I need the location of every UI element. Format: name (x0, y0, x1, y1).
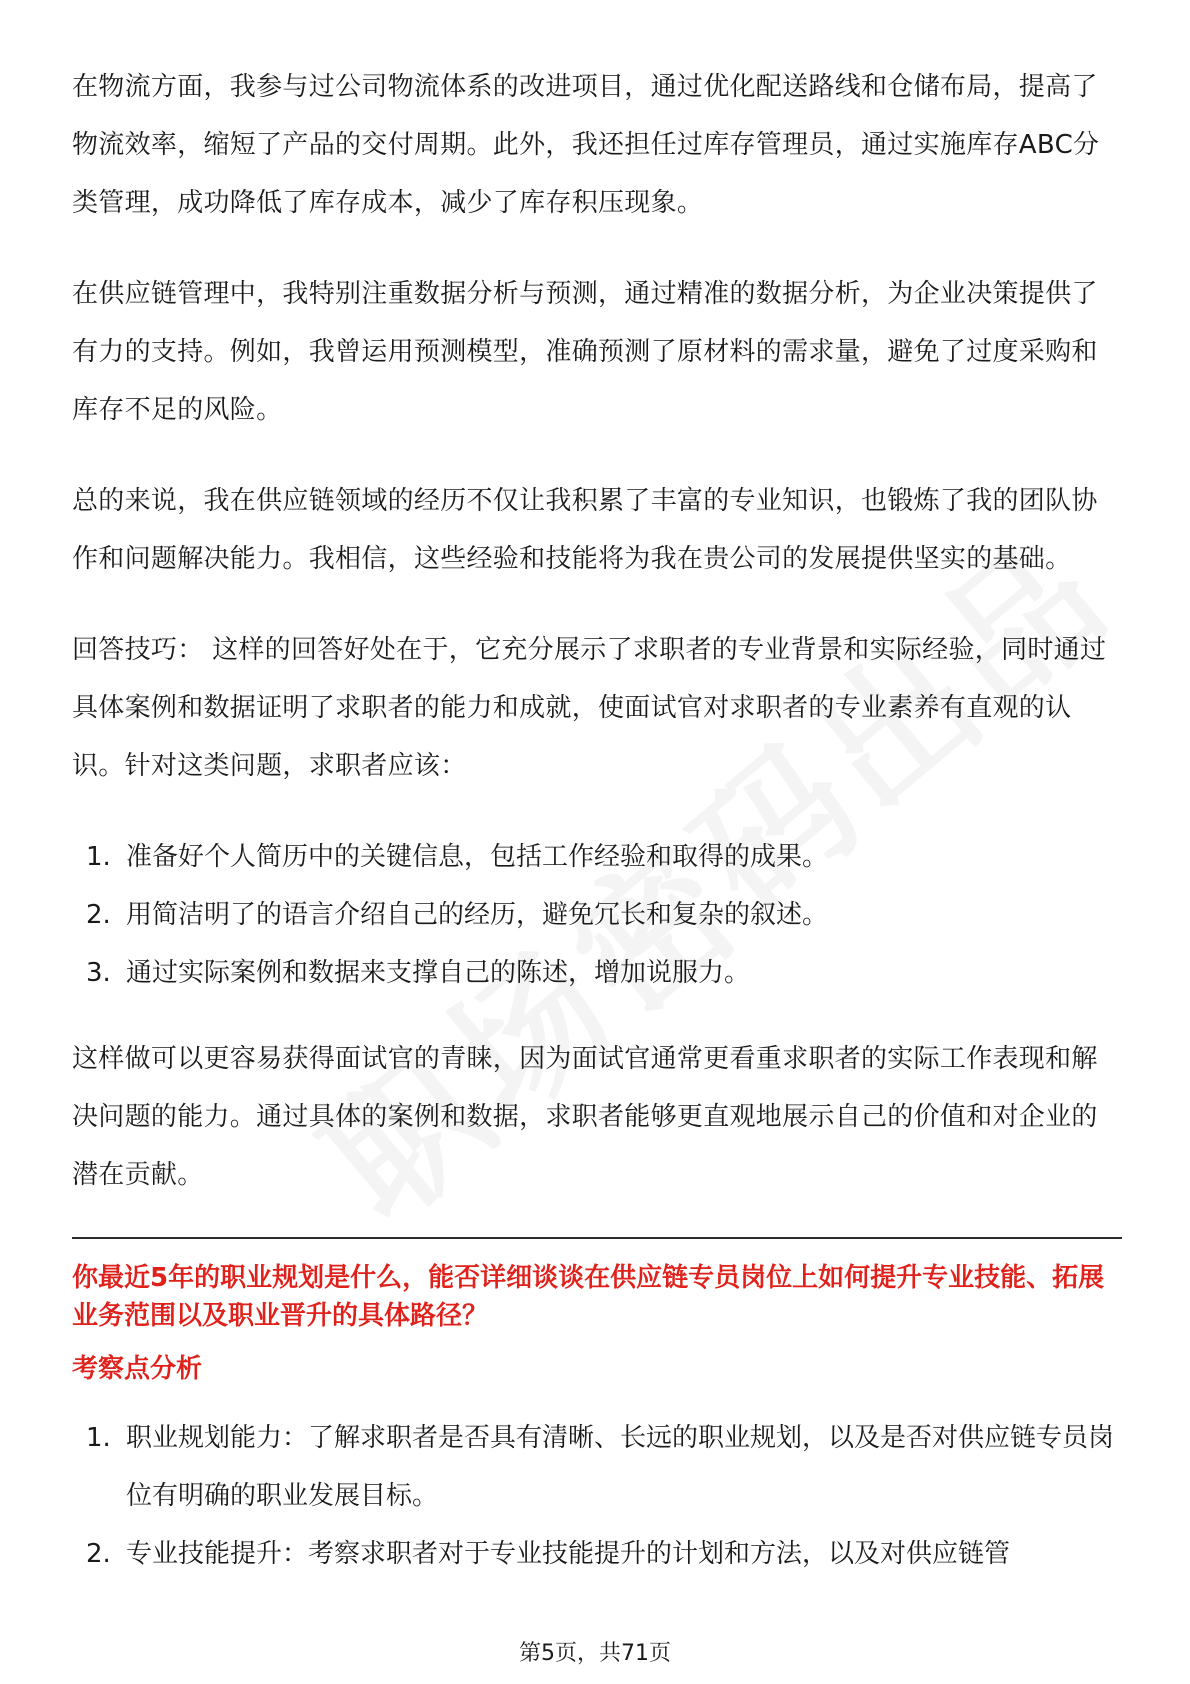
list-item-text: 职业规划能力：了解求职者是否具有清晰、长远的职业规划，以及是否对供应链专员岗位有明确的职业发展目标。 (126, 1423, 1115, 1511)
list-item-text: 准备好个人简历中的关键信息，包括工作经验和取得的成果。 (126, 842, 829, 872)
tips-list (72, 828, 1122, 1002)
list-number: 2. (86, 900, 111, 930)
page-number: 第5页，共71页 (519, 1641, 671, 1666)
list-number: 1. (86, 842, 111, 872)
list-item (72, 886, 1122, 944)
list-item-text: 专业技能提升：考察求职者对于专业技能提升的计划和方法，以及对供应链管 (126, 1539, 1011, 1569)
analysis-list (72, 1409, 1122, 1583)
section-divider (72, 1237, 1122, 1239)
list-item (72, 828, 1122, 886)
list-item (72, 1525, 1122, 1583)
analysis-title: 考察点分析 (72, 1354, 203, 1384)
list-number: 1. (86, 1423, 111, 1453)
list-item (72, 944, 1122, 1002)
list-number: 2. (86, 1539, 111, 1569)
paragraph-answer-tips: 回答技巧： 这样的回答好处在于，它充分展示了求职者的专业背景和实际经验，同时通过具体案例和数据证明了求职者的能力和成就，使面试官对求职者的专业素养有直观的认识。针对这类问题，求职者应该： (72, 635, 1107, 781)
list-item (72, 1409, 1122, 1525)
paragraph-data-analysis: 在供应链管理中，我特别注重数据分析与预测，通过精准的数据分析，为企业决策提供了有力的支持。例如，我曾运用预测模型，准确预测了原材料的需求量，避免了过度采购和库存不足的风险。 (72, 279, 1098, 425)
list-item-text: 通过实际案例和数据来支撑自己的陈述，增加说服力。 (126, 958, 751, 988)
paragraph-logistics: 在物流方面，我参与过公司物流体系的改进项目，通过优化配送路线和仓储布局，提高了物流效率，缩短了产品的交付周期。此外，我还担任过库存管理员，通过实施库存ABC分类管理，成功降低了库存成本，减少了库存积压现象。 (72, 72, 1100, 218)
question-heading: 你最近5年的职业规划是什么，能否详细谈谈在供应链专员岗位上如何提升专业技能、拓展业务范围以及职业晋升的具体路径？ (72, 1263, 1105, 1331)
list-number: 3. (86, 958, 111, 988)
paragraph-conclusion: 这样做可以更容易获得面试官的青睐，因为面试官通常更看重求职者的实际工作表现和解决问题的能力。通过具体的案例和数据，求职者能够更直观地展示自己的价值和对企业的潜在贡献。 (72, 1044, 1098, 1190)
list-item-text: 用简洁明了的语言介绍自己的经历，避免冗长和复杂的叙述。 (126, 900, 829, 930)
document-page (72, 58, 1122, 1583)
paragraph-summary: 总的来说，我在供应链领域的经历不仅让我积累了丰富的专业知识，也锻炼了我的团队协作和问题解决能力。我相信，这些经验和技能将为我在贵公司的发展提供坚实的基础。 (72, 486, 1098, 574)
